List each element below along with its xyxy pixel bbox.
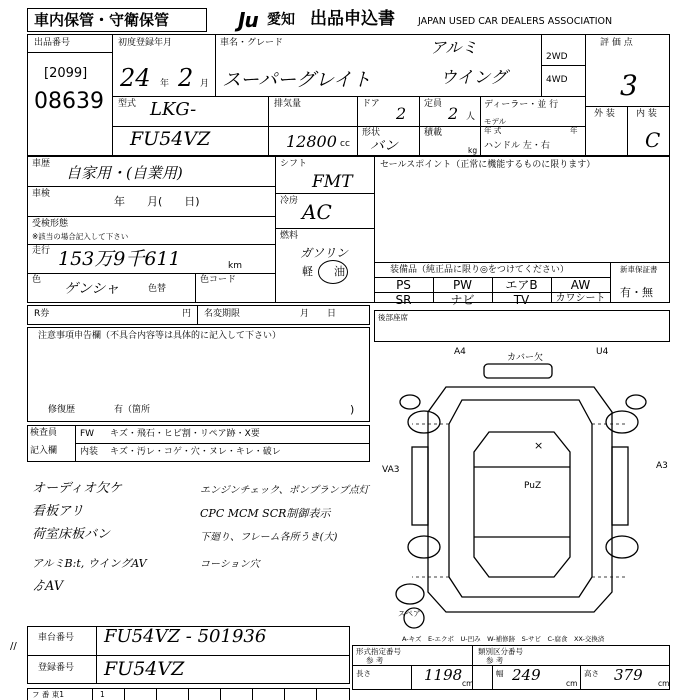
- note-right-3: 下廻り、フレーム各所うき(大): [200, 532, 338, 543]
- inspector-interior-label: 内装: [80, 447, 99, 457]
- mileage-label: 走行: [32, 246, 51, 256]
- fuel-value: ガソリン: [300, 246, 349, 260]
- shift-label: シフト: [280, 159, 308, 169]
- exterior-label: 外 装: [594, 109, 615, 119]
- equip-aw: AW: [570, 278, 591, 292]
- shape-value: バン: [370, 138, 398, 154]
- equip-ps: PS: [396, 278, 411, 292]
- fw-items: キズ・飛石・ヒビ割・リペア跡・X要: [110, 429, 260, 439]
- declaration-box: [27, 327, 370, 422]
- repair-value: 有（箇所: [114, 405, 151, 415]
- label-pud: PuZ: [524, 481, 542, 491]
- shift-value: FMT: [312, 172, 353, 192]
- chassis-label: 車台番号: [38, 633, 75, 643]
- interior-label: 内 装: [636, 109, 657, 119]
- capacity-label: 定員: [424, 99, 443, 109]
- fw-label: FW: [80, 429, 95, 439]
- grade-wing: ウイング: [440, 68, 508, 88]
- cert-label: 形式指定番号: [356, 647, 401, 656]
- bottom-label: フ 番 東1: [32, 690, 65, 699]
- width-value: 249: [512, 666, 541, 684]
- vehicle-diagram: [374, 342, 670, 632]
- ac-label: 冷房: [280, 196, 299, 206]
- width-label: 幅: [496, 669, 504, 678]
- type-label: 型式: [118, 99, 137, 109]
- label-a3: A3: [656, 461, 668, 471]
- length-label: 長さ: [356, 669, 371, 678]
- ac-value: AC: [302, 200, 332, 224]
- lot-label: 出品番号: [34, 38, 71, 48]
- equipment-label: 装備品（純正品に限り◎をつけてください）: [390, 265, 569, 275]
- storage-note: 車内保管・守衛保管: [34, 11, 170, 29]
- rear-seat-box: [374, 310, 670, 342]
- inspection-label: 車検: [32, 189, 51, 199]
- label-u4: U4: [596, 347, 609, 357]
- recycle-label: R券: [34, 309, 50, 319]
- mileage-value: 153万9千611: [58, 248, 181, 270]
- displacement-value: 12800: [286, 132, 337, 151]
- model-year-label: モデル: [484, 117, 507, 126]
- note-right-4: コーション穴: [200, 559, 260, 570]
- fuel-light: 軽: [302, 265, 313, 278]
- association-name: JAPAN USED CAR DEALERS ASSOCIATION: [418, 16, 613, 27]
- rear-seat-label: 後部座席: [378, 313, 408, 322]
- height-label: 高さ: [584, 669, 599, 678]
- equip-sr: SR: [395, 293, 412, 307]
- color-label: 色: [32, 275, 42, 285]
- height-value: 379: [614, 666, 643, 684]
- dealer-label: ディーラー・並 行: [484, 100, 559, 110]
- note-line-3: 荷室床板バン: [32, 527, 111, 542]
- color-value: ゲンシャ: [64, 281, 120, 297]
- equip-navi: ナビ: [450, 293, 475, 307]
- repair-label: 修復歴: [48, 405, 76, 415]
- label-x: ×: [534, 439, 544, 452]
- inspection-value: 年 月( 日): [114, 195, 200, 208]
- damage-legend: A-キズ E-エクボ U-凹み W-補修跡 S-サビ C-腐食 XX-交換済: [402, 635, 605, 643]
- inspector-label: 検査員: [30, 428, 58, 438]
- loading-label: 積載: [424, 128, 443, 138]
- lot-prefix: [2099]: [44, 66, 88, 81]
- first-reg-year: 24: [120, 64, 151, 92]
- declaration-label: 注意事項申告欄（不具合内容等は具体的に記入して下さい）: [38, 331, 282, 341]
- type-code: FU54VZ: [130, 128, 211, 150]
- name-change-label: 名変期限: [204, 309, 241, 319]
- logo-region: 愛知: [267, 12, 295, 28]
- history-label: 車歴: [32, 159, 51, 169]
- capacity-value: 2: [448, 104, 459, 123]
- top-info-block: [27, 34, 670, 156]
- selling-point-label: セールスポイント（正常に機能するものに限ります）: [380, 160, 596, 170]
- new-car-value: 有・無: [620, 286, 653, 299]
- exterior-grade: C: [645, 128, 661, 152]
- name-change-value: 月 日: [300, 309, 337, 319]
- class-label: 類別区分番号: [478, 647, 523, 656]
- color-code-label: 色コード: [200, 275, 237, 285]
- equip-tv: TV: [513, 293, 530, 307]
- ju-logo: Ju: [238, 8, 258, 32]
- doors-label: ドア: [362, 99, 380, 109]
- first-reg-month: 2: [178, 64, 194, 92]
- format-label: 受検形態: [32, 219, 69, 229]
- fuel-diesel: 油: [334, 265, 345, 278]
- doors-value: 2: [396, 104, 407, 123]
- equip-airbag: エアB: [505, 278, 538, 292]
- label-va3: VA3: [382, 465, 400, 475]
- note-right-1: エンジンチェック、ポンプランプ点灯: [200, 485, 369, 496]
- history-value: 自家用・(自業用): [66, 164, 183, 182]
- reg-value: FU54VZ: [104, 658, 185, 680]
- note-right-2: CPC MCM SCR制御表示: [200, 507, 331, 520]
- new-car-label: 新車保証書: [620, 265, 658, 274]
- fuel-label: 燃料: [280, 231, 299, 241]
- label-a4-left: A4: [454, 347, 466, 357]
- note-line-4: アルミB:t, ウイングAV: [32, 557, 147, 570]
- label-cover: カバー欠: [507, 353, 544, 363]
- steering-label: ハンドル 左・右: [484, 141, 550, 151]
- score-label: 評 価 点: [600, 38, 633, 48]
- chassis-value: FU54VZ - 501936: [104, 626, 267, 647]
- model-grade-label: 車名・グレード: [220, 38, 284, 48]
- note-line-2: 看板アリ: [32, 504, 84, 519]
- equip-pw: PW: [452, 278, 473, 292]
- bottom-cell-1: 1: [100, 690, 105, 699]
- form-title: 出品申込書: [310, 9, 395, 29]
- reg-label: 登録番号: [38, 663, 75, 673]
- shape-label: 形状: [362, 128, 381, 138]
- format-note: ※該当の場合記入して下さい: [32, 232, 129, 241]
- note-line-5: ゟAV: [32, 579, 64, 594]
- score-value: 3: [620, 69, 638, 102]
- length-value: 1198: [424, 666, 463, 684]
- lot-number: 08639: [34, 89, 104, 114]
- color-change: 色替: [148, 284, 167, 294]
- storage-note-box: [27, 8, 207, 32]
- note-line-1: オーディオ欠ケ: [32, 481, 122, 496]
- drive-4wd: 4WD: [546, 75, 568, 85]
- equip-leather: カワシート: [555, 293, 606, 304]
- label-spare: スペア: [398, 609, 421, 618]
- displacement-label: 排気量: [274, 99, 302, 109]
- fuel-circle: [318, 260, 348, 284]
- model-name: スーパーグレイト: [222, 69, 372, 91]
- grade-aluminum: アルミ: [430, 38, 478, 57]
- interior-items: キズ・汚レ・コゲ・穴・ヌレ・キレ・破レ: [110, 447, 281, 457]
- drive-2wd: 2WD: [546, 52, 568, 62]
- first-reg-label: 初度登録年月: [118, 38, 173, 48]
- type-prefix: LKG-: [150, 99, 197, 120]
